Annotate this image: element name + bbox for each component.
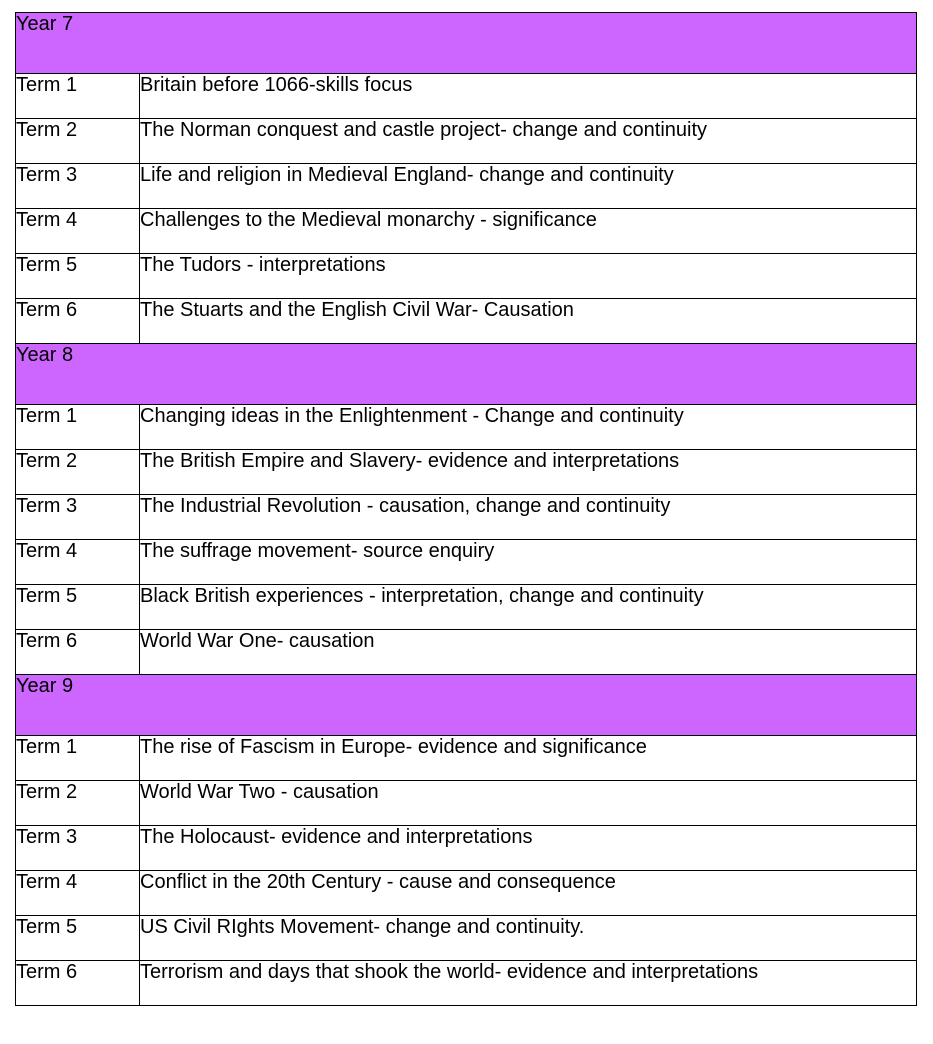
topic-cell: US Civil RIghts Movement- change and continuity. bbox=[140, 916, 917, 961]
term-cell: Term 3 bbox=[16, 826, 140, 871]
topic-cell: The suffrage movement- source enquiry bbox=[140, 540, 917, 585]
topic-cell: The rise of Fascism in Europe- evidence and significance bbox=[140, 736, 917, 781]
term-cell: Term 4 bbox=[16, 871, 140, 916]
term-cell: Term 5 bbox=[16, 254, 140, 299]
table-row bbox=[16, 209, 917, 254]
curriculum-table bbox=[15, 12, 917, 1006]
topic-cell: The Holocaust- evidence and interpretations bbox=[140, 826, 917, 871]
topic-cell: World War Two - causation bbox=[140, 781, 917, 826]
table-row bbox=[16, 916, 917, 961]
year-header-row bbox=[16, 13, 917, 74]
table-row bbox=[16, 871, 917, 916]
term-cell: Term 6 bbox=[16, 961, 140, 1006]
year-header: Year 7 bbox=[16, 13, 917, 74]
table-row bbox=[16, 74, 917, 119]
year-header-row bbox=[16, 675, 917, 736]
table-row bbox=[16, 585, 917, 630]
topic-cell: Life and religion in Medieval England- change and continuity bbox=[140, 164, 917, 209]
topic-cell: Changing ideas in the Enlightenment - Change and continuity bbox=[140, 405, 917, 450]
term-cell: Term 1 bbox=[16, 405, 140, 450]
term-cell: Term 3 bbox=[16, 495, 140, 540]
topic-cell: Britain before 1066-skills focus bbox=[140, 74, 917, 119]
term-cell: Term 5 bbox=[16, 916, 140, 961]
term-cell: Term 2 bbox=[16, 450, 140, 495]
table-row bbox=[16, 826, 917, 871]
topic-cell: The Norman conquest and castle project- change and continuity bbox=[140, 119, 917, 164]
table-row bbox=[16, 736, 917, 781]
table-row bbox=[16, 450, 917, 495]
year-header: Year 9 bbox=[16, 675, 917, 736]
table-body bbox=[16, 13, 917, 1006]
term-cell: Term 1 bbox=[16, 736, 140, 781]
topic-cell: Challenges to the Medieval monarchy - significance bbox=[140, 209, 917, 254]
term-cell: Term 6 bbox=[16, 299, 140, 344]
table-row bbox=[16, 405, 917, 450]
table-row bbox=[16, 540, 917, 585]
topic-cell: Terrorism and days that shook the world- evidence and interpretations bbox=[140, 961, 917, 1006]
topic-cell: The Stuarts and the English Civil War- Causation bbox=[140, 299, 917, 344]
topic-cell: Conflict in the 20th Century - cause and consequence bbox=[140, 871, 917, 916]
topic-cell: Black British experiences - interpretation, change and continuity bbox=[140, 585, 917, 630]
year-header: Year 8 bbox=[16, 344, 917, 405]
term-cell: Term 2 bbox=[16, 781, 140, 826]
term-cell: Term 4 bbox=[16, 540, 140, 585]
table-row bbox=[16, 961, 917, 1006]
term-cell: Term 6 bbox=[16, 630, 140, 675]
topic-cell: The Tudors - interpretations bbox=[140, 254, 917, 299]
topic-cell: The British Empire and Slavery- evidence and interpretations bbox=[140, 450, 917, 495]
table-row bbox=[16, 495, 917, 540]
term-cell: Term 1 bbox=[16, 74, 140, 119]
topic-cell: The Industrial Revolution - causation, change and continuity bbox=[140, 495, 917, 540]
table-row bbox=[16, 164, 917, 209]
term-cell: Term 2 bbox=[16, 119, 140, 164]
term-cell: Term 5 bbox=[16, 585, 140, 630]
table-row bbox=[16, 119, 917, 164]
term-cell: Term 3 bbox=[16, 164, 140, 209]
year-header-row bbox=[16, 344, 917, 405]
table-row bbox=[16, 299, 917, 344]
table-row bbox=[16, 781, 917, 826]
table-row bbox=[16, 630, 917, 675]
term-cell: Term 4 bbox=[16, 209, 140, 254]
topic-cell: World War One- causation bbox=[140, 630, 917, 675]
table-row bbox=[16, 254, 917, 299]
